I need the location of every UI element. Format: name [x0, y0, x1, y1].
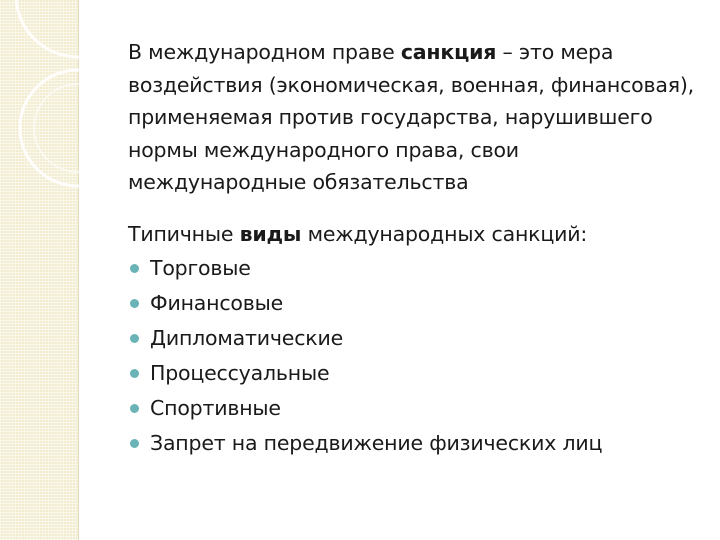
sanction-definition — [128, 36, 698, 199]
list-item-label: Дипломатические — [150, 325, 343, 350]
definition-keyword: санкция — [400, 40, 497, 64]
list-item — [128, 426, 698, 461]
list-item — [128, 391, 698, 426]
list-item — [128, 286, 698, 321]
list-item-label: Процессуальные — [150, 360, 330, 385]
bullet-icon — [130, 369, 139, 378]
list-item — [128, 251, 698, 286]
bullet-icon — [130, 299, 139, 308]
definition-text-end: – это мера воздействия (экономическая, военная, финансовая), применяемая против государства, нарушившего нормы международного права, свои международные обязательства — [128, 40, 695, 194]
types-intro-start: Типичные — [128, 221, 240, 246]
definition-text-start: В международном праве — [128, 40, 401, 64]
bullet-icon — [130, 439, 139, 448]
bullet-icon — [130, 404, 139, 413]
decorative-circles — [0, 0, 80, 220]
bullet-icon — [130, 264, 139, 273]
list-item — [128, 321, 698, 356]
bullet-icon — [130, 334, 139, 343]
types-intro-end: международных санкций: — [301, 221, 588, 246]
types-intro-keyword: виды — [239, 221, 302, 246]
list-item-label: Торговые — [150, 255, 251, 280]
list-item-label: Спортивные — [150, 395, 281, 420]
list-item-label: Запрет на передвижение физических лиц — [150, 430, 603, 455]
list-item-label: Финансовые — [150, 290, 284, 315]
types-intro — [128, 217, 698, 251]
list-item — [128, 356, 698, 391]
sanction-types-list — [128, 251, 698, 461]
slide-content — [128, 36, 698, 461]
